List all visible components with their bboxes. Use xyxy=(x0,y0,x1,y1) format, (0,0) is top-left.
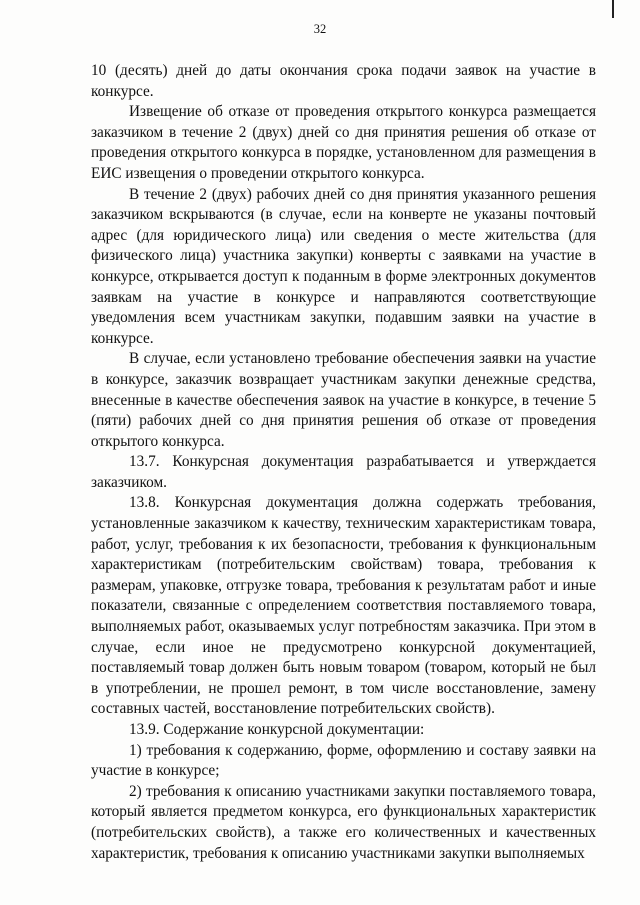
paragraph-continuation: 10 (десять) дней до даты окончания срока подачи заявок на участие в конкурсе. xyxy=(91,62,596,100)
paragraph-13-9: 13.9. Содержание конкурсной документации: xyxy=(129,721,425,738)
list-item-2: 2) требования к описанию участниками закупки поставляемого товара, который является предметом конкурса, его функциональных характеристик (потребительских свойств), а также его количественных и качественных характеристик, требования к описанию участниками закупки выполняемых xyxy=(91,782,596,862)
paragraph-cancellation-notice: Извещение об отказе от проведения открытого конкурса размещается заказчиком в течение 2 (двух) дней со дня принятия решения об отказе от проведения открытого конкурса в порядке, установленном для размещения в ЕИС извещения о проведении открытого конкурса. xyxy=(91,103,596,182)
scan-edge-mark xyxy=(612,0,614,18)
paragraph-13-8: 13.8. Конкурсная документация должна содержать требования, установленные заказчиком к качеству, техническим характеристикам товара, работ, услуг, требования к их безопасности, требования к функциональным характеристикам (потребительским свойствам) товара, требования к размерам, упаковке, отгрузке товара, требования к результатам работ и иные показатели, связанные с определением соответствия поставляемого товара, выполняемых работ, оказываемых услуг потребностям заказчика. При этом в случае, если иное не предусмотрено конкурсной документацией, поставляемый товар должен быть новым товаром (товаром, который не был в употреблении, не прошел ремонт, в том числе восстановление, замену составных частей, восстановление потребительских свойств). xyxy=(91,494,596,718)
paragraph-security-return: В случае, если установлено требование обеспечения заявки на участие в конкурсе, заказчик возвращает участникам закупки денежные средства, внесенные в качестве обеспечения заявок на участие в конкурсе, в течение 5 (пяти) рабочих дней со дня принятия решения об отказе от проведения открытого конкурса. xyxy=(91,350,596,450)
list-item-1: 1) требования к содержанию, форме, оформлению и составу заявки на участие в конкурсе; xyxy=(91,741,596,780)
paragraph-envelopes-opening: В течение 2 (двух) рабочих дней со дня принятия указанного решения заказчиком вскрываются (в случае, если на конверте не указаны почтовый адрес (для юридического лица) или сведения о месте жительства (для физического лица) участника закупки) конверты с заявками на участие в конкурсе, открывается доступ к поданным в форме электронных документов заявкам на участие в конкурсе и направляются соответствующие уведомления всем участникам закупки, подавшим заявки на участие в конкурсе. xyxy=(91,185,596,347)
document-body xyxy=(91,61,596,864)
paragraph-13-7: 13.7. Конкурсная документация разрабатывается и утверждается заказчиком. xyxy=(91,453,596,491)
page-number: 32 xyxy=(313,22,327,36)
